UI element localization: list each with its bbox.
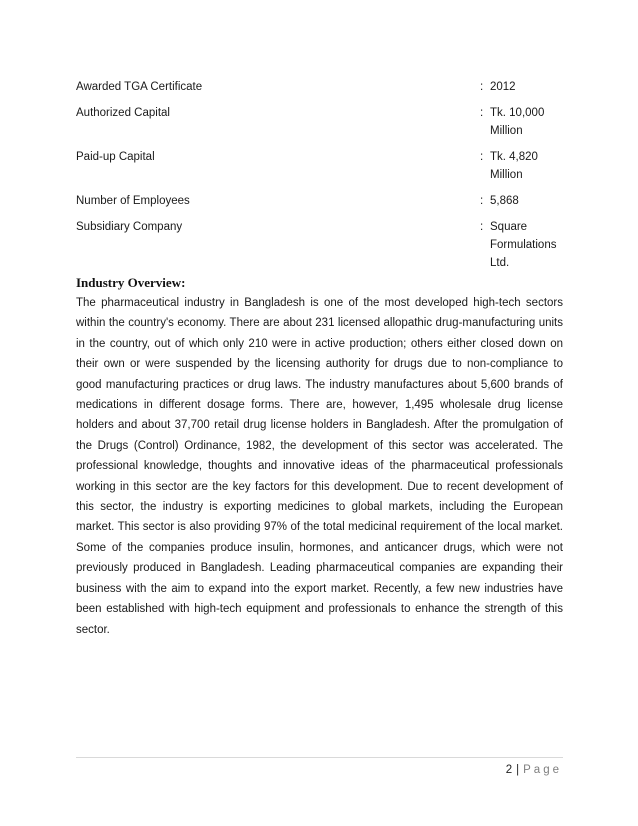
- info-colon: :: [480, 195, 484, 207]
- info-row-authorized-capital: [76, 104, 566, 140]
- info-colon: :: [480, 107, 484, 119]
- page-number: 2: [505, 764, 513, 776]
- info-row-paid-up-capital: [76, 148, 566, 184]
- info-label: Paid-up Capital: [76, 151, 155, 163]
- info-value: Square Formulations Ltd.: [490, 221, 557, 269]
- section-paragraph: The pharmaceutical industry in Bangladesh is one of the most developed high-tech sectors within the country's economy. There are about 231 licensed allopathic drug-manufacturing units in the country, out of which only 210 were in active production; others either closed down on their own or were suspended by the licensing authority for drugs due to non-compliance to good manufacturing practices or drug laws. The industry manufactures about 5,600 brands of medications in different dosage forms. There are, however, 1,495 wholesale drug license holders and about 37,700 retail drug license holders in Bangladesh. After the promulgation of the Drugs (Control) Ordinance, 1982, the development of this sector was accelerated. The professional knowledge, thoughts and innovative ideas of the pharmaceutical professionals working in this sector are the key factors for this development. Due to recent development of this sector, the industry is exporting medicines to global markets, including the European market. This sector is also providing 97% of the total medicinal requirement of the local market. Some of the companies produce insulin, hormones, and anticancer drugs, which were not previously produced in Bangladesh. Leading pharmaceutical companies are expanding their business with the aim to expand into the export market. Recently, a few new industries have been established with high-tech equipment and professionals to enhance the strength of this sector.: [76, 297, 563, 636]
- info-label: Subsidiary Company: [76, 221, 183, 233]
- info-value: Tk. 10,000 Million: [490, 107, 545, 137]
- info-row-tga: [76, 78, 566, 96]
- info-colon: :: [480, 151, 484, 163]
- info-label: Authorized Capital: [76, 107, 170, 119]
- info-value: 2012: [490, 81, 516, 93]
- page-label: Page: [523, 764, 562, 776]
- industry-overview-section: [76, 275, 563, 640]
- page-footer: [506, 764, 562, 776]
- info-row-employees: [76, 192, 566, 210]
- info-colon: :: [480, 81, 484, 93]
- info-value: Tk. 4,820 Million: [490, 151, 538, 181]
- info-row-subsidiary: [76, 218, 566, 272]
- footer-separator: |: [516, 764, 520, 776]
- info-value: 5,868: [490, 195, 519, 207]
- company-info-table: [76, 78, 566, 280]
- info-colon: :: [480, 221, 484, 233]
- footer-divider: [76, 757, 563, 758]
- info-label: Number of Employees: [76, 195, 190, 207]
- section-heading: Industry Overview:: [76, 275, 186, 290]
- info-label: Awarded TGA Certificate: [76, 81, 203, 93]
